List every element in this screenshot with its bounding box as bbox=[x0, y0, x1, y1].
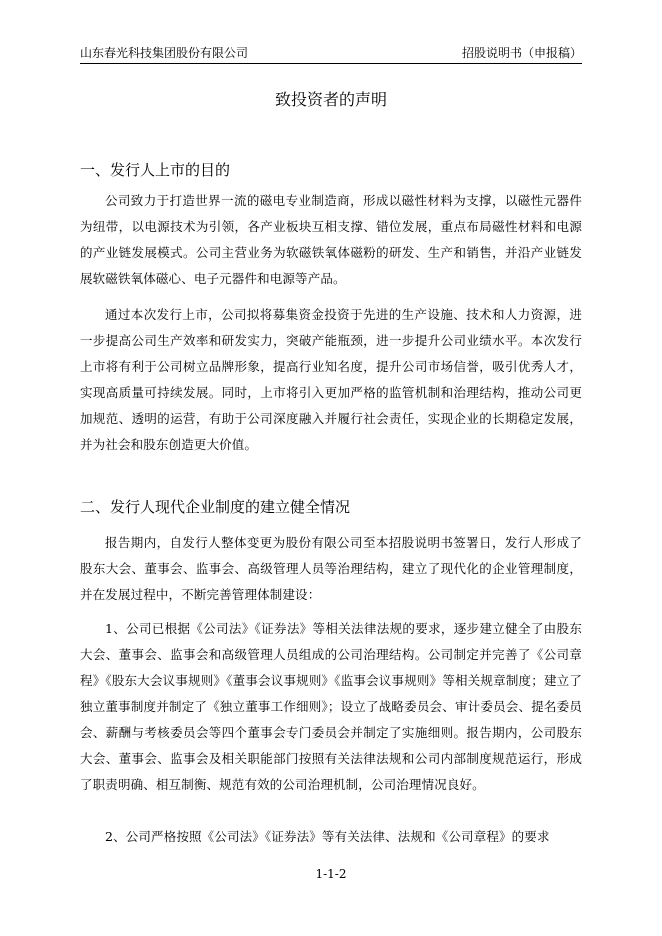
header-document-type: 招股说明书（申报稿） bbox=[461, 46, 582, 60]
paragraph-governance-item-1: 1、公司已根据《公司法》《证券法》等相关法律法规的要求，逐步建立健全了由股东大会、董事会、监事会和高级管理人员组成的公司治理结构。公司制定并完善了《公司章程》《股东大会议事规则》《董事会议事规则》《监事会议事规则》等相关规章制度；建立了独立董事制度并制定了《独立董事工作细则》；设立了战略委员会、审计委员会、提名委员会、薪酬与考核委员会等四个董事会专门委员会并制定了实施细则。报告期内，公司股东大会、董事会、监事会及相关职能部门按照有关法律法规和公司内部制度规范运行，形成了职责明确、相互制衡、规范有效的公司治理机制，公司治理情况良好。 bbox=[80, 621, 582, 792]
paragraph-company-business: 公司致力于打造世界一流的磁电专业制造商，形成以磁性材料为支撑，以磁性元器件为纽带，以电源技术为引领，各产业板块互相支撑、错位发展，重点布局磁性材料和电源的产业链发展模式。公司主营业务为软磁铁氧体磁粉的研发、生产和销售，并沿产业链发展软磁铁氧体磁心、电子元器件和电源等产品。 bbox=[80, 193, 582, 286]
section-heading-corporate-system: 二、发行人现代企业制度的建立健全情况 bbox=[80, 498, 351, 516]
section-heading-listing-purpose: 一、发行人上市的目的 bbox=[80, 161, 231, 179]
paragraph-listing-benefits: 通过本次发行上市，公司拟将募集资金投资于先进的生产设施、技术和人力资源，进一步提高公司生产效率和研发实力，突破产能瓶颈，进一步提升公司业绩水平。本次发行上市将有利于公司树立品牌形象，提高行业知名度，提升公司市场信誉，吸引优秀人才，实现高质量可持续发展。同时，上市将引入更加严格的监管机制和治理结构，推动公司更加规范、透明的运营，有助于公司深度融入并履行社会责任，实现企业的长期稳定发展，并为社会和股东创造更大价值。 bbox=[80, 307, 582, 452]
page-header bbox=[80, 43, 582, 64]
header-company-name: 山东春光科技集团股份有限公司 bbox=[80, 46, 249, 60]
paragraph-governance-structure: 报告期内，自发行人整体变更为股份有限公司至本招股说明书签署日，发行人形成了股东大会、董事会、监事会、高级管理人员等治理结构，建立了现代化的企业管理制度，并在发展过程中，不断完善管理体制建设： bbox=[80, 535, 582, 602]
paragraph-governance-item-2: 2、公司严格按照《公司法》《证券法》等有关法律、法规和《公司章程》的要求 bbox=[105, 829, 550, 844]
page-number: 1-1-2 bbox=[315, 867, 347, 881]
page-title: 致投资者的声明 bbox=[274, 90, 387, 109]
